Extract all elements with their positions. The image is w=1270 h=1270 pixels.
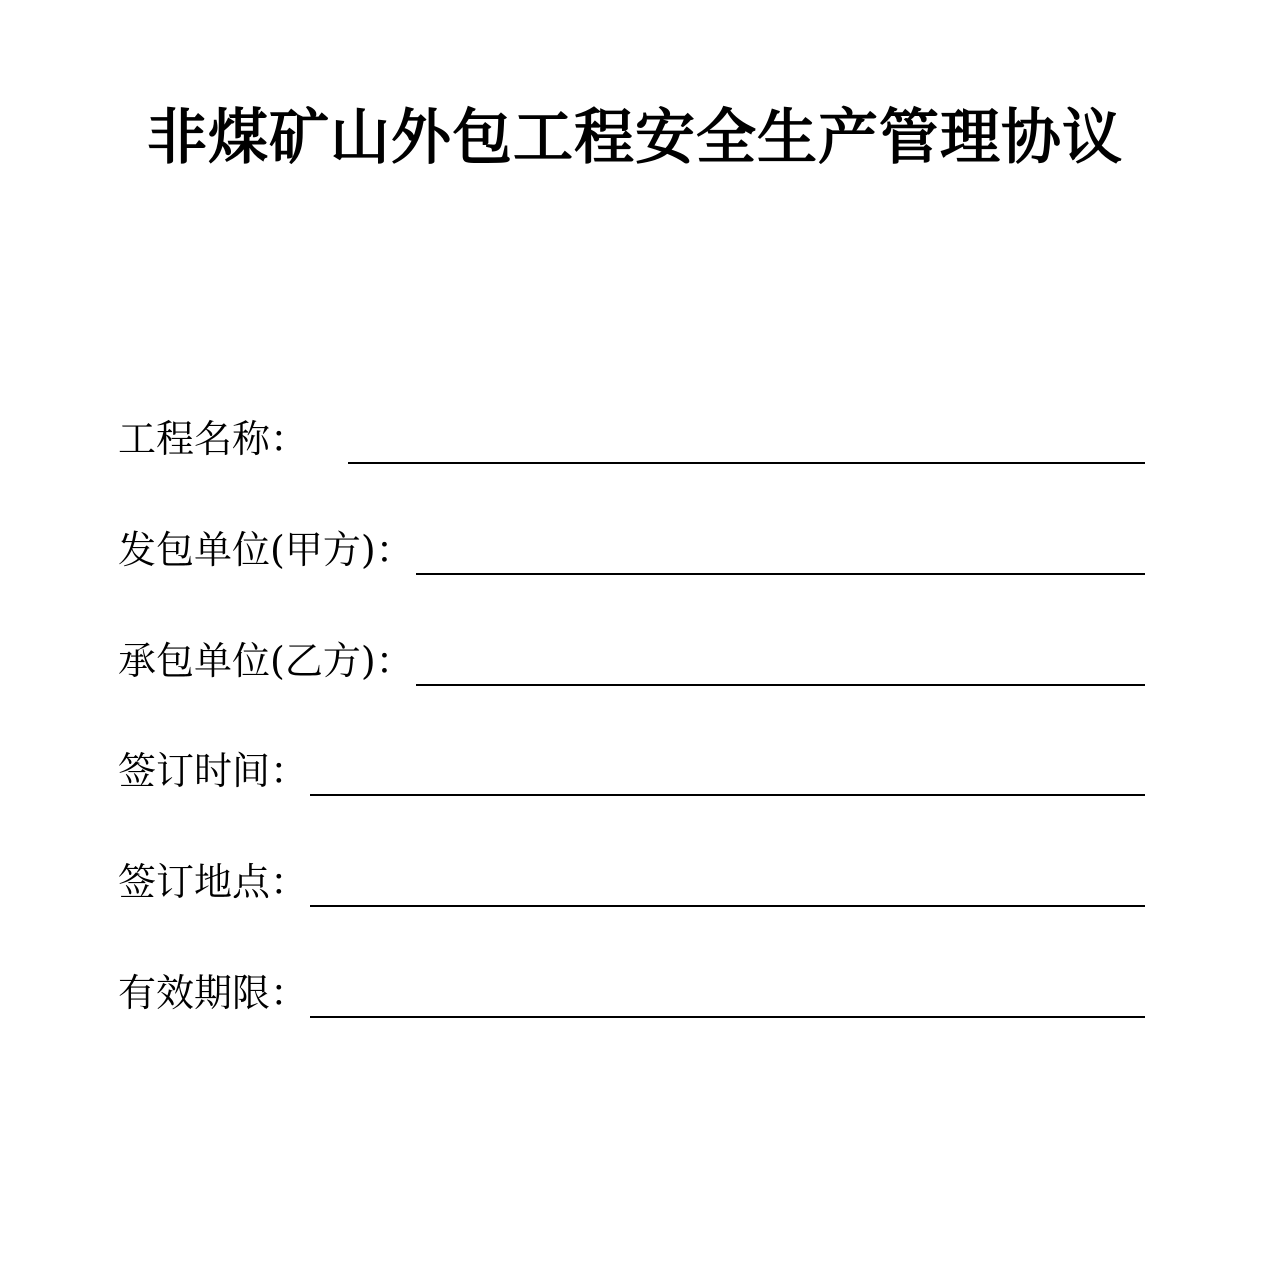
signing-place-blank[interactable] — [310, 869, 1145, 907]
signing-date-value — [310, 757, 318, 792]
employer-value — [416, 536, 424, 571]
project-name-blank[interactable] — [348, 426, 1145, 464]
contractor-value — [416, 647, 424, 682]
signing-date-label: 签订时间： — [118, 749, 309, 793]
contractor-blank[interactable] — [416, 648, 1145, 686]
field-row-validity-period — [118, 958, 1145, 1018]
field-row-contractor — [118, 626, 1145, 686]
validity-period-blank[interactable] — [310, 980, 1145, 1018]
project-name-value — [348, 425, 356, 460]
employer-label: 发包单位(甲方)： — [118, 528, 414, 572]
field-row-employer — [118, 515, 1145, 575]
signing-place-label: 签订地点： — [118, 860, 309, 904]
signing-place-value — [310, 868, 318, 903]
employer-blank[interactable] — [416, 537, 1145, 575]
contractor-label: 承包单位(乙方)： — [118, 639, 414, 683]
field-row-signing-date — [118, 736, 1145, 796]
project-name-label: 工程名称： — [118, 417, 309, 461]
validity-period-value — [310, 979, 318, 1014]
validity-period-label: 有效期限： — [118, 971, 309, 1015]
field-row-project-name — [118, 404, 1145, 464]
signing-date-blank[interactable] — [310, 758, 1145, 796]
field-row-signing-place — [118, 847, 1145, 907]
document-title: 非煤矿山外包工程安全生产管理协议 — [147, 103, 1123, 173]
